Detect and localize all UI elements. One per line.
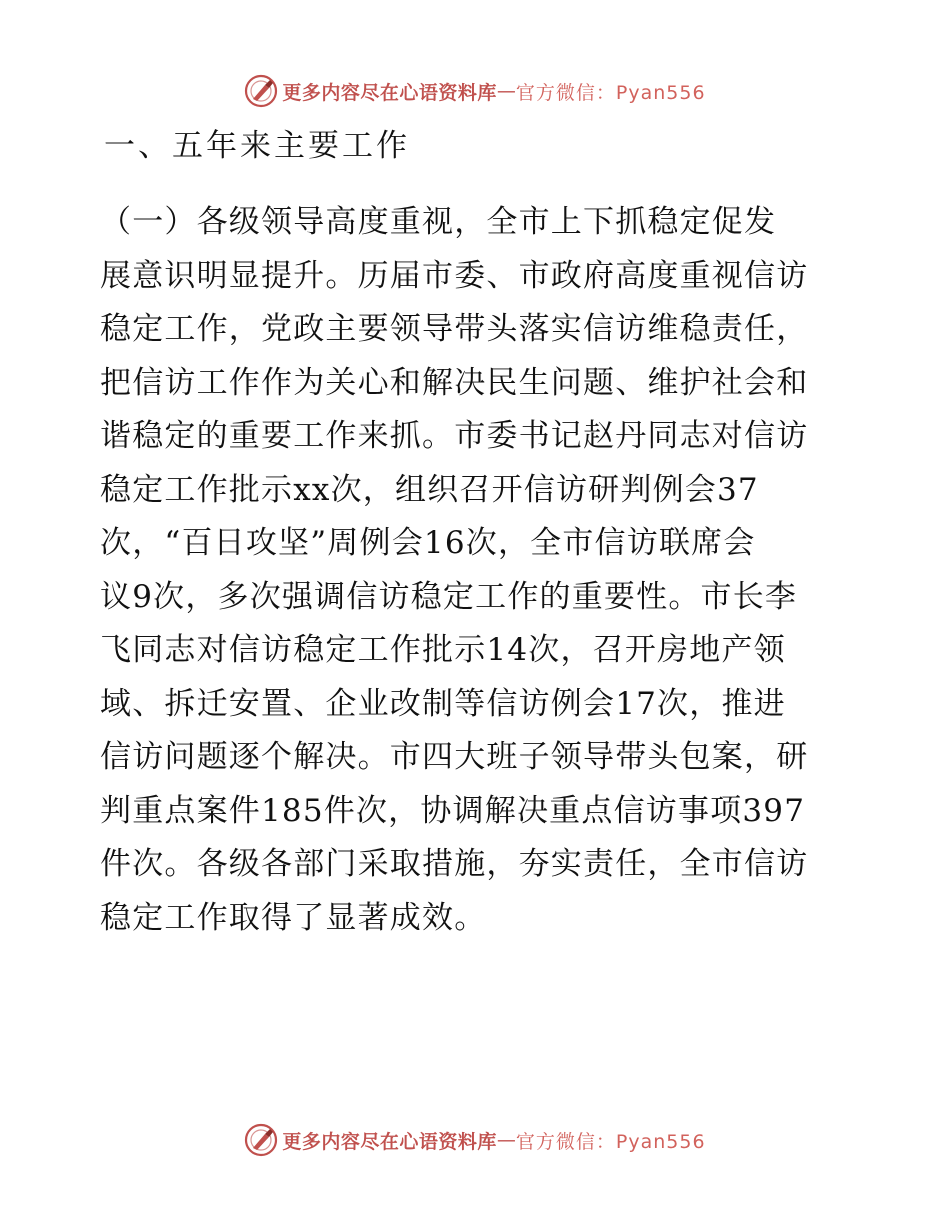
paragraph-line: 稳定工作，党政主要领导带头落实信访维稳责任，	[100, 311, 809, 347]
paragraph-line: 议9次，多次强调信访稳定工作的重要性。市长李	[100, 578, 798, 615]
pen-nib-logo-icon	[244, 1123, 278, 1157]
paragraph-line: 把信访工作作为关心和解决民生问题、维护社会和	[100, 364, 809, 401]
paragraph-line: 次，“百日攻坚”周例会16次，全市信访联席会	[100, 525, 756, 561]
watermark-separator: —	[496, 80, 516, 102]
watermark-wechat-text: 官方微信：Pyan556	[515, 1130, 706, 1153]
watermark-separator: —	[496, 1129, 516, 1151]
paragraph-line: 稳定工作批示xx次，组织召开信访研判例会37	[100, 471, 759, 508]
paragraph-line: 稳定工作取得了显著成效。	[100, 899, 487, 936]
paragraph-line: 判重点案件185件次，协调解决重点信访事项397	[100, 792, 806, 829]
watermark-main-text: 更多内容尽在心语资料库	[282, 1130, 497, 1153]
section-heading: 一、五年来主要工作	[104, 128, 410, 164]
paragraph-line: 展意识明显提升。历届市委、市政府高度重视信访	[100, 257, 809, 294]
paragraph-line: 飞同志对信访稳定工作批示14次，召开房地产领	[100, 632, 786, 668]
watermark-wechat-text: 官方微信：Pyan556	[515, 81, 706, 104]
paragraph-line: 信访问题逐个解决。市四大班子领导带头包案，研	[100, 739, 809, 775]
watermark-main-text: 更多内容尽在心语资料库	[282, 81, 497, 104]
paragraph-line: 域、拆迁安置、企业改制等信访例会17次，推进	[100, 685, 786, 722]
footer-watermark	[0, 1120, 950, 1160]
paragraph-line: （一）各级领导高度重视，全市上下抓稳定促发	[100, 204, 777, 240]
header-watermark	[0, 71, 950, 111]
pen-nib-logo-icon	[244, 74, 278, 108]
body-paragraph	[100, 196, 860, 945]
paragraph-line: 件次。各级各部门采取措施，夯实责任，全市信访	[100, 846, 809, 882]
paragraph-line: 谐稳定的重要工作来抓。市委书记赵丹同志对信访	[100, 418, 809, 454]
